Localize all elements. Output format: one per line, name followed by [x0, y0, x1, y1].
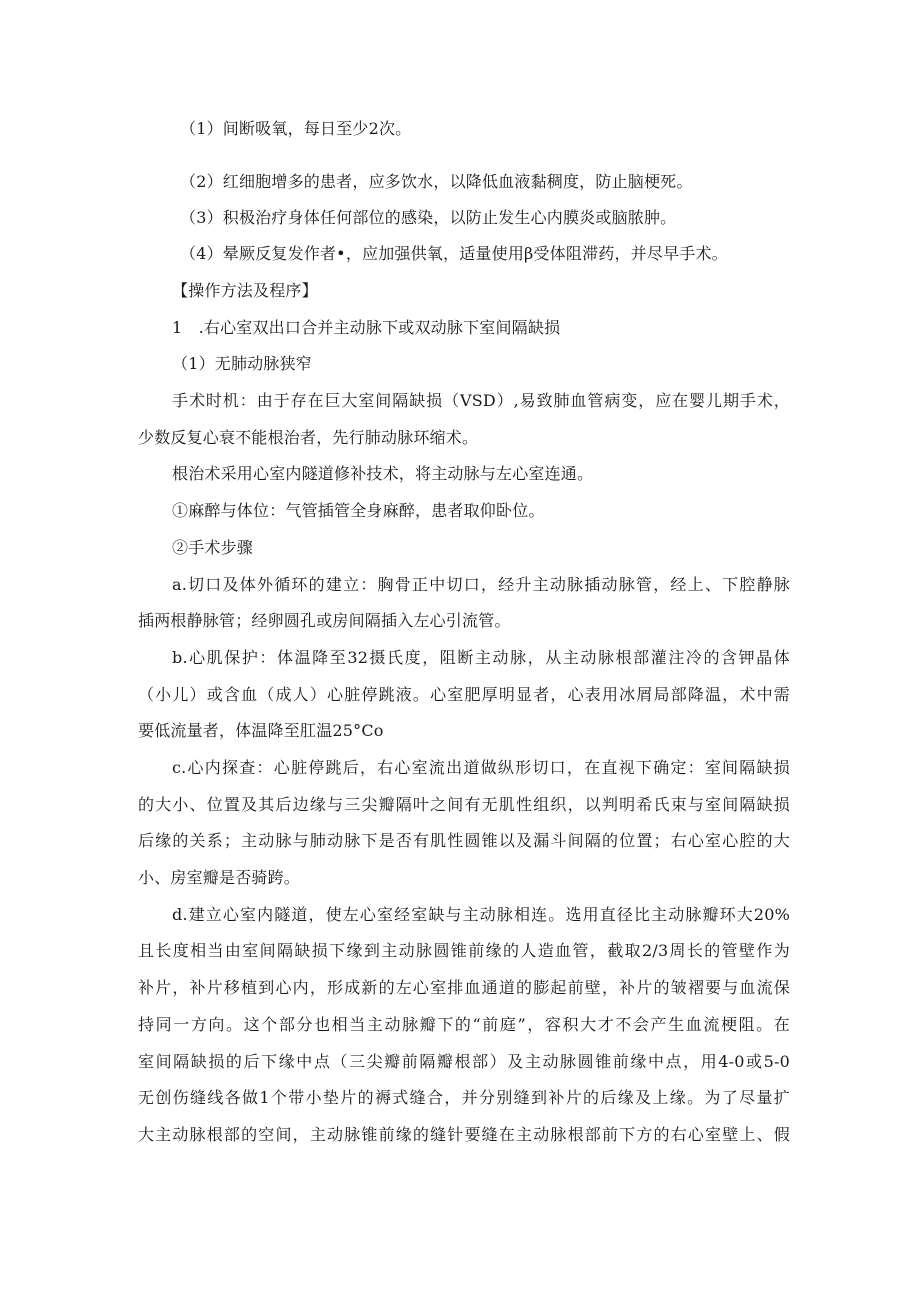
text-line-23: 且长度相当由室间隔缺损下缘到主动脉圆锥前缘的人造血管，截取2/3周长的管壁作为 — [138, 941, 790, 960]
text-line-11: ①麻醉与体位：气管插管全身麻醉，患者取仰卧位。 — [172, 501, 545, 520]
text-line-22: d.建立心室内隧道，使左心室经室缺与主动脉相连。选用直径比主动脉瓣环大20% — [172, 905, 790, 924]
text-line-12: ②手术步骤 — [172, 538, 254, 557]
text-line-2: （2）红细胞增多的患者，应多饮水，以降低血液黏稠度，防止脑梗死。 — [180, 172, 693, 191]
text-line-16: （小儿）或含血（成人）心脏停跳液。心室肥厚明显者，心表用冰屑局部降温，术中需 — [138, 685, 790, 704]
text-line-13: a.切口及体外循环的建立：胸骨正中切口，经升主动脉插动脉管，经上、下腔静脉 — [172, 575, 790, 594]
text-line-3: （3）积极治疗身体任何部位的感染，以防止发生心内膜炎或脑脓肿。 — [180, 208, 677, 227]
text-line-20: 后缘的关系；主动脉与肺动脉下是否有肌性圆锥以及漏斗间隔的位置；右心室心腔的大 — [138, 831, 790, 850]
text-line-27: 无创伤缝线各做1个带小垫片的褥式缝合，并分别缝到补片的后缘及上缘。为了尽量扩 — [138, 1088, 790, 1107]
text-line-25: 持同一方向。这个部分也相当主动脉瓣下的“前庭”，容积大才不会产生血流梗阻。在 — [138, 1015, 790, 1034]
subsubsection-heading: （1）无肺动脉狭窄 — [172, 354, 312, 373]
text-line-28: 大主动脉根部的空间，主动脉锥前缘的缝针要缝在主动脉根部前下方的右心室壁上、假 — [138, 1125, 790, 1144]
text-line-21: 小、房室瓣是否骑跨。 — [138, 868, 301, 887]
text-line-17: 要低流量者，体温降至肛温25°Co — [138, 721, 384, 740]
text-line-24: 补片，补片移植到心内，形成新的左心室排血通道的膨起前壁，补片的皱褶要与血流保 — [138, 978, 790, 997]
text-line-9: 少数反复心衰不能根治者，先行肺动脉环缩术。 — [138, 428, 479, 447]
text-line-18: c.心内探查：心脏停跳后，右心室流出道做纵形切口，在直视下确定：室间隔缺损 — [172, 758, 790, 777]
text-line-19: 的大小、位置及其后边缘与三尖瓣隔叶之间有无肌性组织，以判明希氏束与室间隔缺损 — [138, 795, 790, 814]
text-line-14: 插两根静脉管；经卵圆孔或房间隔插入左心引流管。 — [138, 611, 511, 630]
text-line-8: 手术时机：由于存在巨大室间隔缺损（VSD）,易致肺血管病变，应在婴儿期手术， — [172, 391, 790, 410]
text-line-15: b.心肌保护：体温降至32摄氏度，阻断主动脉，从主动脉根部灌注冷的含钾晶体 — [172, 648, 790, 667]
text-line-10: 根治术采用心室内隧道修补技术，将主动脉与左心室连通。 — [172, 464, 594, 483]
text-line-1: （1）间断吸氧，每日至少2次。 — [180, 119, 412, 138]
text-line-4: （4）晕厥反复发作者•，应加强供氧，适量使用β受体阻滞药，并尽早手术。 — [180, 244, 728, 263]
section-heading: 【操作方法及程序】 — [172, 281, 318, 300]
subsection-heading: 1 .右心室双出口合并主动脉下或双动脉下室间隔缺损 — [172, 318, 561, 337]
text-line-26: 室间隔缺损的后下缘中点（三尖瓣前隔瓣根部）及主动脉圆锥前缘中点，用4-0或5-0 — [138, 1052, 790, 1071]
